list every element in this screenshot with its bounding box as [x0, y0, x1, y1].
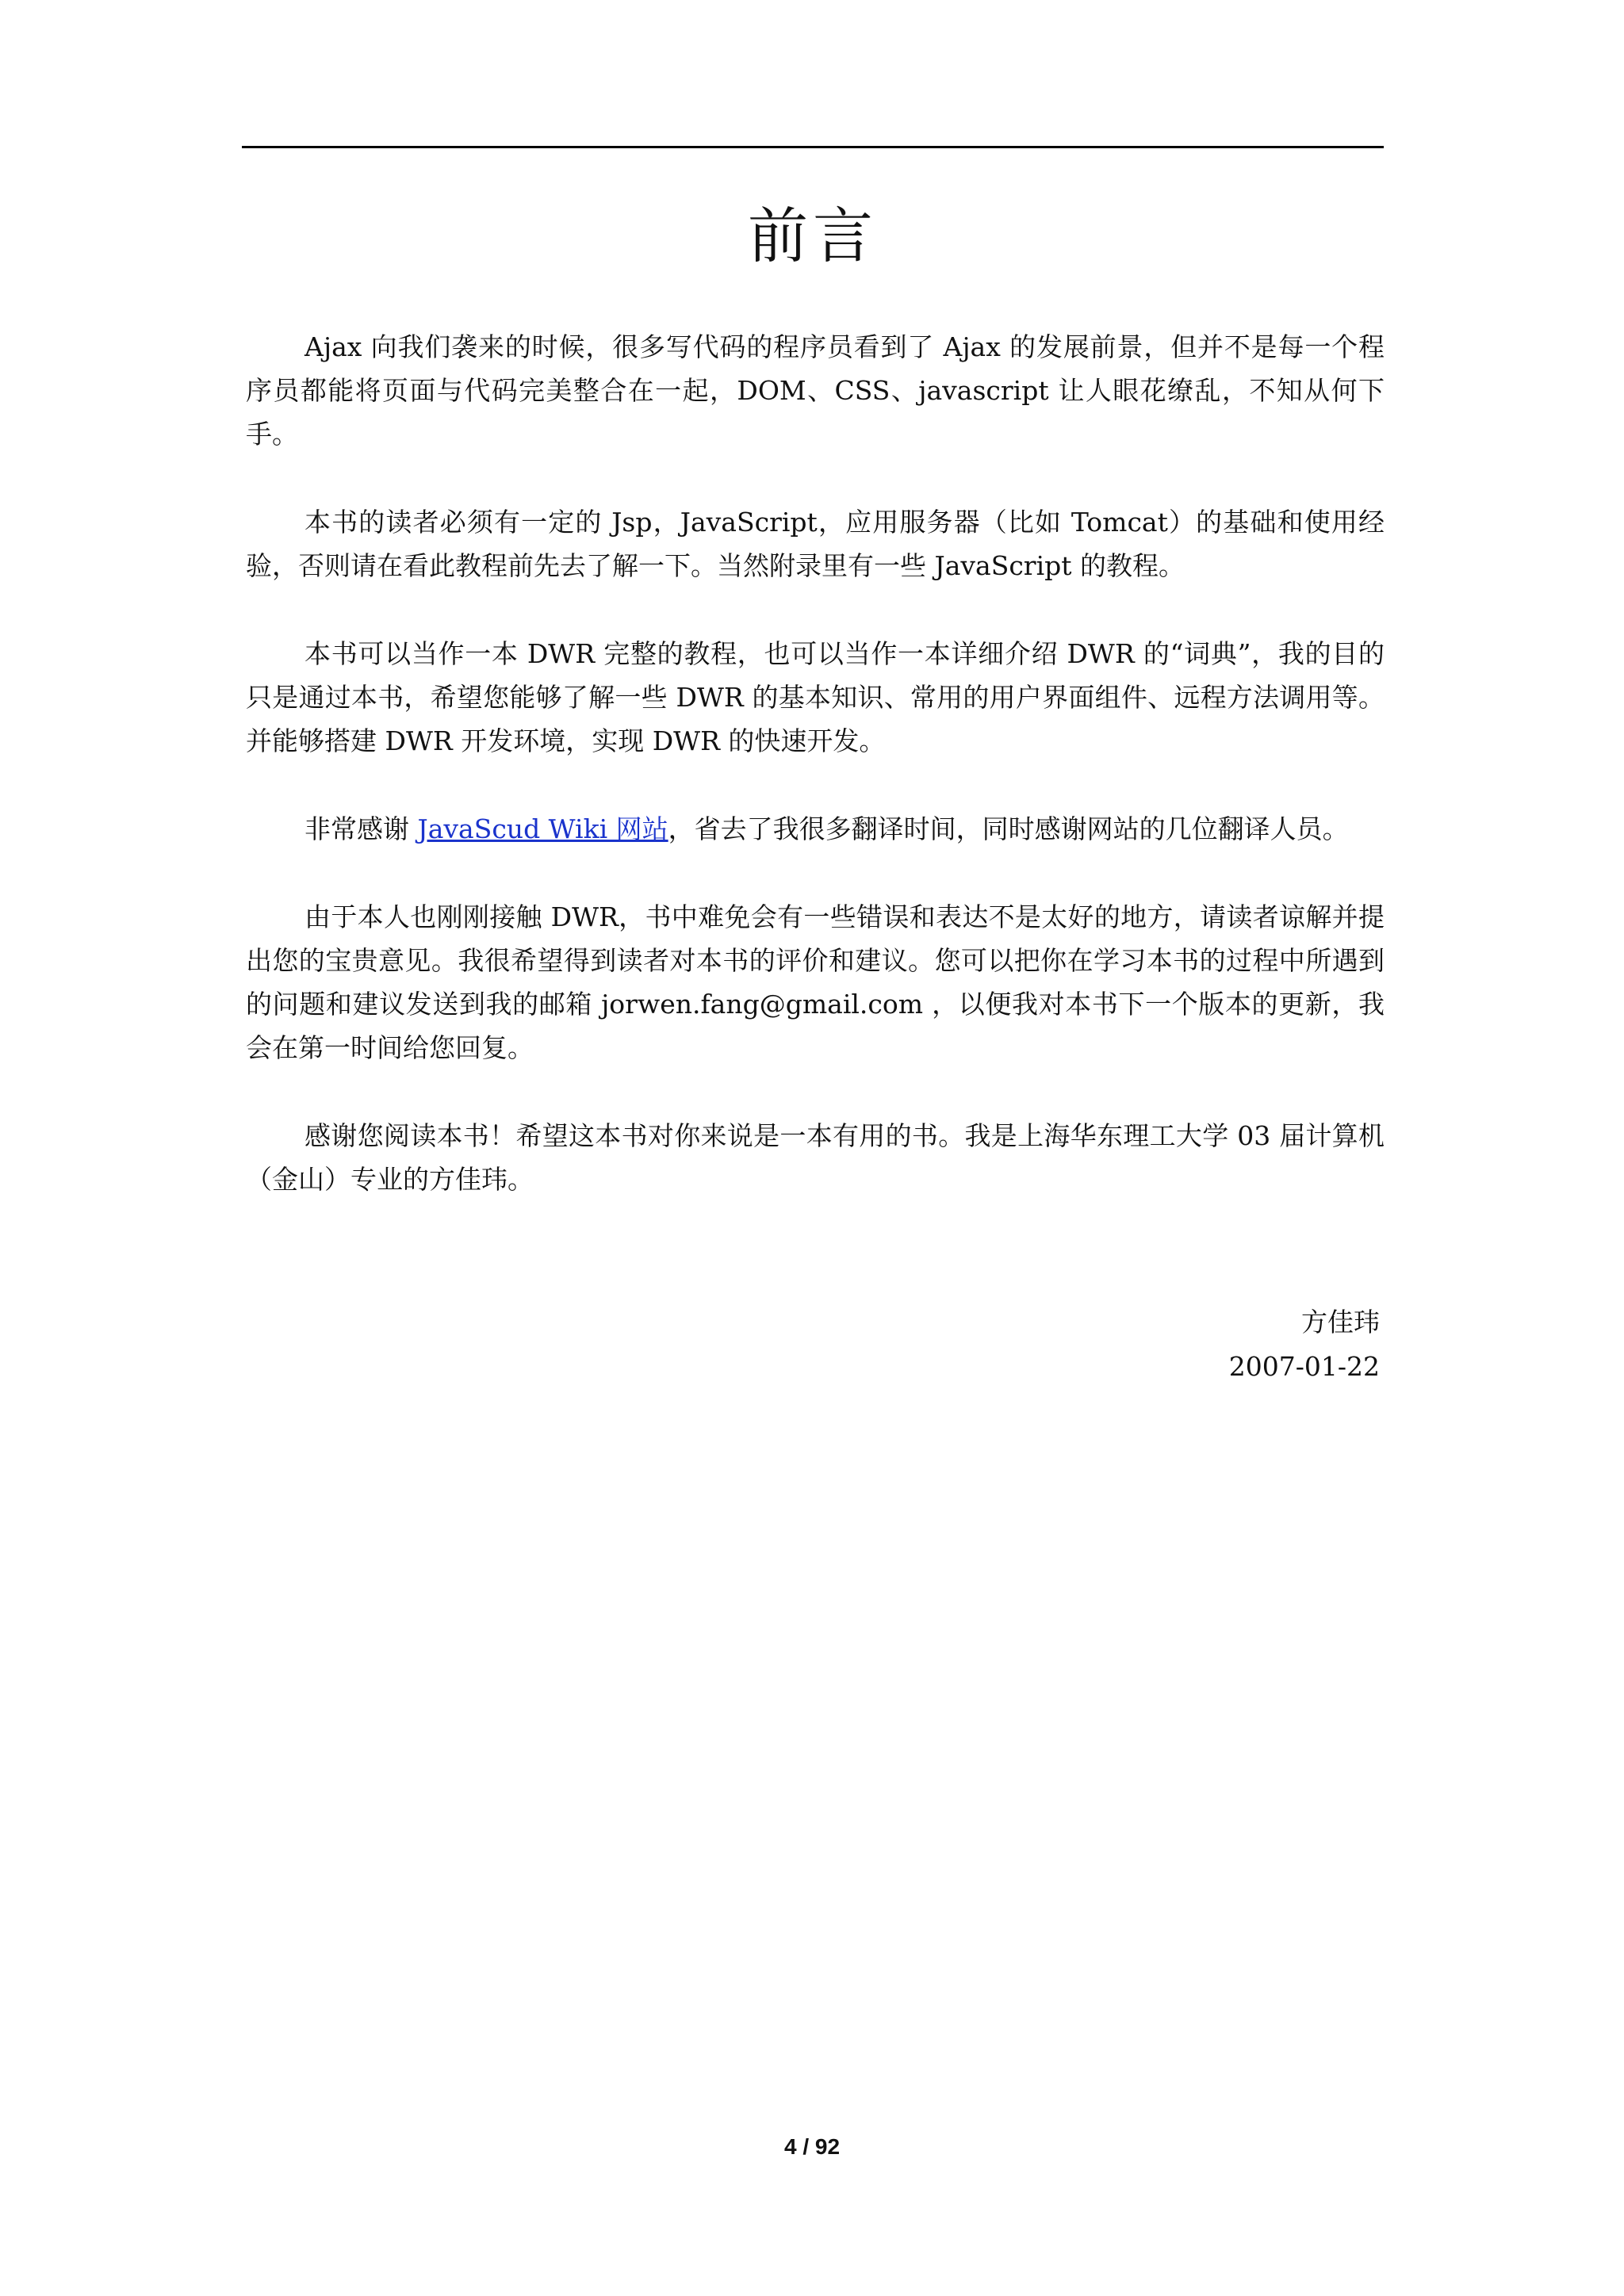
page-title: 前言	[748, 201, 878, 271]
thanks-text-before: 非常感谢	[304, 813, 418, 844]
signature-date: 2007-01-22	[1228, 1351, 1380, 1382]
header-rule	[242, 146, 1384, 148]
preface-body	[246, 325, 1385, 1246]
paragraph-closing: 感谢您阅读本书！希望这本书对你来说是一本有用的书。我是上海华东理工大学 03 届计算机（金山）专业的方佳玮。	[246, 1120, 1385, 1195]
javascud-wiki-link[interactable]: JavaScud Wiki 网站	[417, 813, 668, 844]
signature-block	[1031, 1300, 1380, 1389]
page-number: 4 / 92	[783, 2134, 841, 2159]
paragraph-feedback: 由于本人也刚刚接触 DWR，书中难免会有一些错误和表达不是太好的地方，请读者谅解并提出您的宝贵意见。我很希望得到读者对本书的评价和建议。您可以把你在学习本书的过程中所遇到的问题和建议发送到我的邮箱 jorwen.fang@gmail.com ，以便我对本书下一个版本的更新，我会在第一时间给您回复。	[246, 901, 1385, 1063]
paragraph-ajax-intro: Ajax 向我们袭来的时候，很多写代码的程序员看到了 Ajax 的发展前景，但并不是每一个程序员都能将页面与代码完美整合在一起，DOM、CSS、javascript 让人眼花缭乱，不知从何下手。	[246, 331, 1385, 450]
paragraph-book-purpose: 本书可以当作一本 DWR 完整的教程，也可以当作一本详细介绍 DWR 的“词典”，我的目的只是通过本书，希望您能够了解一些 DWR 的基本知识、常用的用户界面组件、远程方法调用等。并能够搭建 DWR 开发环境，实现 DWR 的快速开发。	[246, 638, 1385, 756]
paragraph-thanks	[246, 807, 1385, 851]
paragraph-reader-requirements: 本书的读者必须有一定的 Jsp，JavaScript，应用服务器（比如 Tomcat）的基础和使用经验，否则请在看此教程前先去了解一下。当然附录里有一些 JavaScript 的教程。	[246, 507, 1385, 581]
author-name: 方佳玮	[1301, 1307, 1380, 1337]
thanks-text-after: ，省去了我很多翻译时间，同时感谢网站的几位翻译人员。	[668, 813, 1349, 844]
